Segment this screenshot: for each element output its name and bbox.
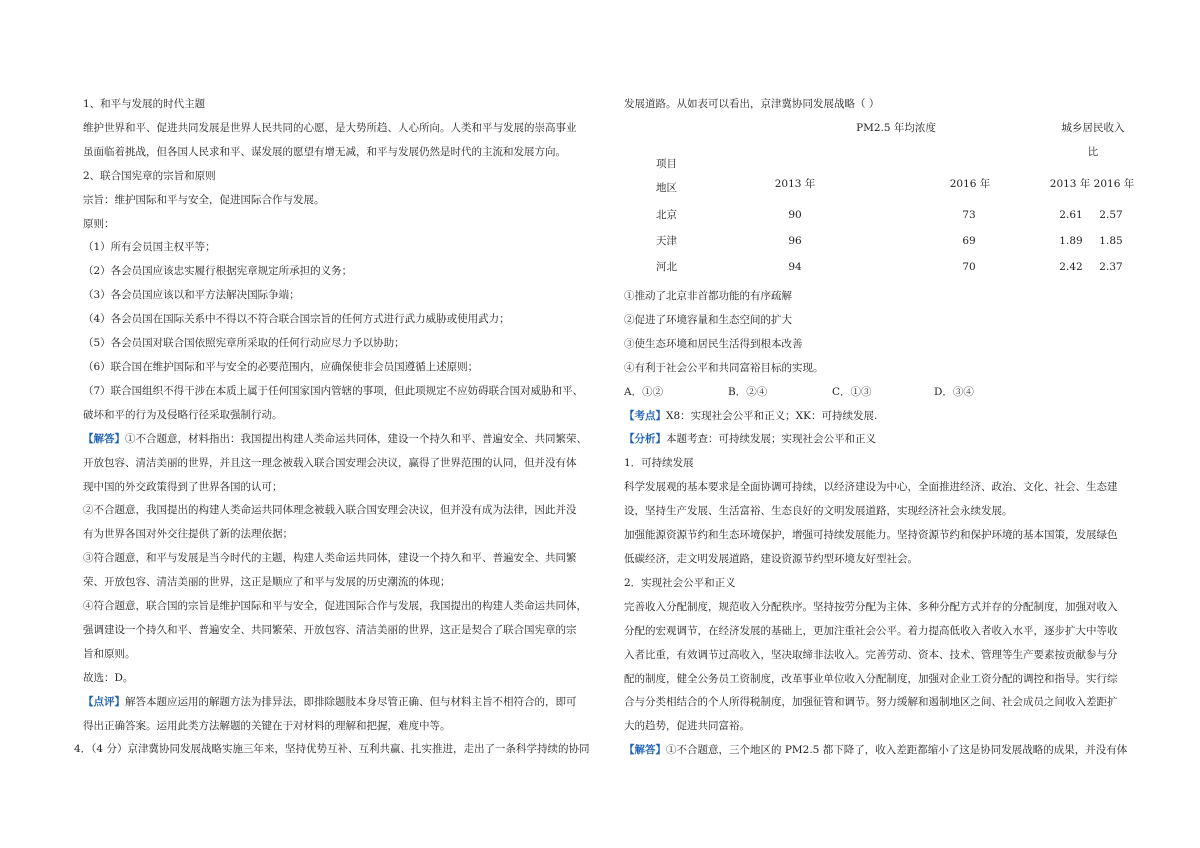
table-region-tianjin: 天津 xyxy=(656,234,677,247)
kaodian-line: 【考点】X8：实现社会公平和正义；XK：可持续发展. xyxy=(624,409,878,422)
answer-tag: 【解答】 xyxy=(83,432,125,445)
knowledge-heading-2: 2、联合国宪章的宗旨和原则 xyxy=(83,169,216,182)
principle-item: （1）所有会员国主权平等； xyxy=(83,241,216,254)
answer-options xyxy=(624,381,1134,405)
table-cell: 90 xyxy=(788,208,802,221)
principle-item: （6）联合国在维护国际和平与安全的必要范围内，应确保使非会员国遵循上述原则； xyxy=(83,360,479,373)
fenxi-line: 【分析】本题考查：可持续发展；实现社会公平和正义 xyxy=(624,433,876,446)
knowledge-heading-1: 1、和平与发展的时代主题 xyxy=(83,98,206,110)
analysis-line: 设，坚持生产发展、生活富裕、生态良好的文明发展道路，实现经济社会永续发展。 xyxy=(624,505,1013,518)
analysis-line: 入者比重，有效调节过高收入，坚决取缔非法收入。完善劳动、资本、技术、管理等生产要素按贡献参与分 xyxy=(624,648,1118,661)
statement-4: ④有利于社会公平和共同富裕目标的实现。 xyxy=(624,361,824,374)
comment-line: 得出正确答案。运用此类方法解题的关键在于对材料的理解和把握，难度中等。 xyxy=(83,719,451,732)
table-label-item: 项目 xyxy=(656,157,677,170)
answer-line: 有为世界各国对外交往提供了新的法理依据； xyxy=(83,528,293,541)
analysis-line: 合与分类相结合的个人所得税制度，加强征管和调节。努力缓解和遏制地区之间、社会成员之间收入差距扩 xyxy=(624,696,1118,709)
answer-line: 现中国的外交政策得到了世界各国的认可； xyxy=(83,480,283,493)
analysis-line: 大的趋势，促进共同富裕。 xyxy=(624,720,750,733)
table-header-pm25: PM2.5 年均浓度 xyxy=(856,121,936,134)
analysis-line: 低碳经济，走文明发展道路，建设资源节约型环境友好型社会。 xyxy=(624,552,918,565)
table-region-beijing: 北京 xyxy=(656,208,677,221)
table-cell: 94 xyxy=(788,260,802,273)
principle-item: （5）各会员国对联合国依照宪章所采取的任何行动应尽力予以协助； xyxy=(83,337,405,350)
statement-1: ①推动了北京非首都功能的有序疏解 xyxy=(624,289,792,302)
analysis-heading-1: 1．可持续发展 xyxy=(624,457,694,470)
answer-line: 强调建设一个持久和平、普遍安全、共同繁荣、开放包容、清洁美丽的世界，这正是契合了联合国宪章的宗 xyxy=(83,623,577,636)
text-line: 维护世界和平、促进共同发展是世界人民共同的心愿，是大势所趋、人心所向。人类和平与发展的崇高事业 xyxy=(83,121,577,134)
table-cell: 1.85 xyxy=(1099,234,1123,247)
text-line: 破坏和平的行为及侵略行径采取强制行动。 xyxy=(83,408,283,421)
table-cell: 1.89 xyxy=(1059,234,1083,247)
analysis-line: 加强能源资源节约和生态环境保护，增强可持续发展能力。坚持资源节约和保护环境的基本国策，发展绿色 xyxy=(624,529,1118,542)
table-cell: 2.42 xyxy=(1059,260,1083,273)
table-cell: 96 xyxy=(788,234,802,247)
statement-3: ③使生态环境和居民生活得到根本改善 xyxy=(624,337,803,350)
principle-item: （2）各会员国应该忠实履行根据宪章规定所承担的义务； xyxy=(83,265,353,278)
answer-line: 开放包容、清洁美丽的世界，并且这一理念被载入联合国安理会决议，赢得了世界范围的认同，但并没有体 xyxy=(83,456,577,469)
text-line: 虽面临着挑战，但各国人民求和平、谋发展的愿望有增无减，和平与发展仍然是时代的主流和发展方向。 xyxy=(83,145,566,158)
table-cell: 69 xyxy=(962,234,976,247)
fenxi-tag: 【分析】 xyxy=(624,433,666,446)
answer-tag: 【解答】 xyxy=(624,744,666,757)
answer-line: ②不合题意，我国提出的构建人类命运共同体理念被载入联合国安理会决议，但并没有成为法律，因此并没 xyxy=(83,504,577,517)
analysis-heading-2: 2．实现社会公平和正义 xyxy=(624,576,736,589)
table-header-income: 城乡居民收入 xyxy=(1061,121,1125,134)
principle-item: （7）联合国组织不得干涉在本质上属于任何国家国内管辖的事项，但此项规定不应妨碍联合国对威胁和平、 xyxy=(83,384,584,397)
question-4-continued: 发展道路。从如表可以看出，京津冀协同发展战略（ ） xyxy=(624,98,880,110)
table-cell: 2.57 xyxy=(1099,208,1123,221)
principle-item: （3）各会员国应该以和平方法解决国际争端； xyxy=(83,289,300,302)
answer-line: ④符合题意，联合国的宗旨是维护国际和平与安全，促进国际合作与发展，我国提出的构建人类命运共同体， xyxy=(83,600,587,613)
answer-line: 【解答】①不合题意，三个地区的 PM2.5 都下降了，收入差距都缩小了这是协同发展战略的成果，并没有体 xyxy=(624,744,1128,757)
option-c: C．①③ xyxy=(832,385,872,398)
analysis-line: 科学发展观的基本要求是全面协调可持续，以经济建设为中心，全面推进经济、政治、文化、社会、生态建 xyxy=(624,481,1118,494)
table-region-hebei: 河北 xyxy=(656,260,677,273)
table-label-region: 地区 xyxy=(656,181,677,194)
option-d: D．③④ xyxy=(934,385,974,398)
text-line: 宗旨：维护国际和平与安全，促进国际合作与发展。 xyxy=(83,193,325,206)
text-line: 原则： xyxy=(83,217,115,230)
analysis-line: 分配的宏观调节，在经济发展的基础上，更加注重社会公平。着力提高低收入者收入水平，逐步扩大中等收 xyxy=(624,624,1118,637)
table-cell: 70 xyxy=(962,260,976,273)
answer-choice: 故选：D。 xyxy=(83,671,134,684)
right-column xyxy=(624,93,1134,763)
comment-tag: 【点评】 xyxy=(83,695,125,708)
answer-line: ③符合题意，和平与发展是当今时代的主题，构建人类命运共同体，建设一个持久和平、普遍安全、共同繁 xyxy=(83,552,577,565)
answer-line: 荣、开放包容、清洁美丽的世界，这正是顺应了和平与发展的历史潮流的体现； xyxy=(83,576,451,589)
question-4-stem: 4．（4 分）京津冀协同发展战略实施三年来，坚持优势互补、互利共赢、扎实推进，走出了一条科学持续的协同 xyxy=(74,743,590,756)
statement-2: ②促进了环境容量和生态空间的扩大 xyxy=(624,313,792,326)
left-column xyxy=(74,93,593,762)
data-table xyxy=(624,117,1134,285)
answer-line: 旨和原则。 xyxy=(83,647,136,660)
table-cell: 2.37 xyxy=(1099,260,1123,273)
kaodian-tag: 【考点】 xyxy=(624,409,666,422)
table-header-income-2: 比 xyxy=(1087,145,1099,158)
table-cell: 2.61 xyxy=(1059,208,1083,221)
table-year-2013: 2013 年 xyxy=(774,177,816,190)
analysis-line: 配的制度，健全公务员工资制度，改革事业单位收入分配制度，加强对企业工资分配的调控和指导。实行综 xyxy=(624,672,1118,685)
principle-item: （4）各会员国在国际关系中不得以不符合联合国宗旨的任何方式进行武力威胁或使用武力； xyxy=(83,313,510,326)
option-b: B．②④ xyxy=(728,385,768,398)
table-year-2016: 2016 年 xyxy=(949,177,991,190)
comment-line: 【点评】解答本题应运用的解题方法为排异法，即排除题肢本身尽管正确、但与材料主旨不相符合的，即可 xyxy=(83,695,577,708)
table-cell: 73 xyxy=(962,208,976,221)
option-a: A．①② xyxy=(624,385,664,398)
table-income-years: 2013 年 2016 年 xyxy=(1049,177,1135,190)
answer-line: 【解答】①不合题意，材料指出：我国提出构建人类命运共同体，建设一个持久和平、普遍安全、共同繁荣、 xyxy=(83,432,587,445)
analysis-line: 完善收入分配制度，规范收入分配秩序。坚持按劳分配为主体、多种分配方式并存的分配制度，加强对收入 xyxy=(624,600,1118,613)
